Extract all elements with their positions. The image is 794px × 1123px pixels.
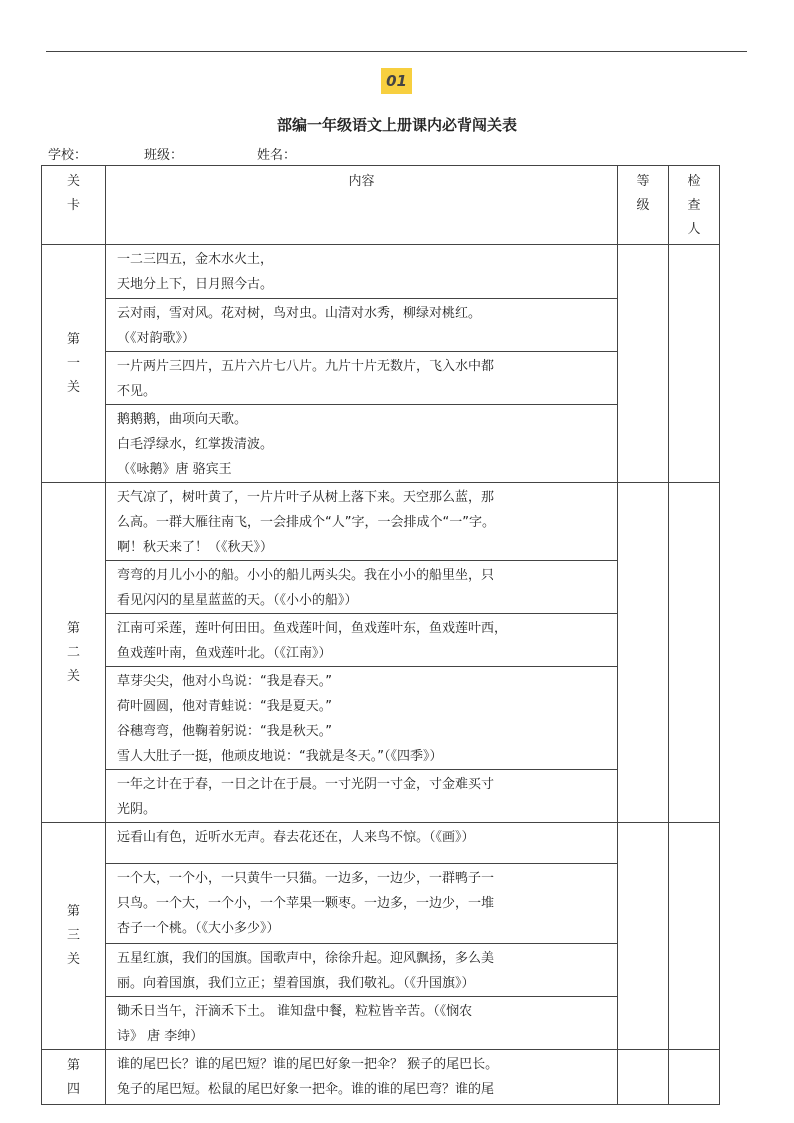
grade-cell[interactable]: [618, 483, 669, 823]
content-line: 光阴。: [117, 802, 157, 817]
content-cell: [106, 299, 618, 352]
checklist-table: [41, 165, 720, 1105]
content-line: 草芽尖尖，他对小鸟说：“我是春天。”: [117, 674, 332, 689]
stage-label-char: 三: [66, 928, 80, 943]
stage-label-char: 一: [66, 355, 80, 371]
checker-cell[interactable]: [669, 245, 720, 483]
checker-cell[interactable]: [669, 483, 720, 823]
content-cell: [106, 944, 618, 997]
content-cell: [106, 561, 618, 614]
header-checker-char: 查: [687, 198, 701, 213]
page-title: 部编一年级语文上册课内必背闯关表: [276, 116, 517, 134]
stage-label-cell: [42, 245, 106, 483]
stage-label-char: 第: [66, 620, 80, 636]
content-line: 只鸟。一个大，一个小，一个苹果一颗枣。一边多，一边少，一堆: [117, 896, 495, 911]
content-line: 锄禾日当午，汗滴禾下土。 谁知盘中餐，粒粒皆辛苦。（《悯农: [117, 1004, 473, 1019]
content-line: 天地分上下，日月照今古。: [117, 277, 274, 292]
content-line: 兔子的尾巴短。松鼠的尾巴好象一把伞。谁的谁的尾巴弯？谁的尾: [117, 1082, 495, 1097]
header-checker: [669, 166, 720, 245]
table-row: [42, 483, 720, 561]
content-line: 谁的尾巴长？谁的尾巴短？谁的尾巴好象一把伞？ 猴子的尾巴长。: [117, 1057, 499, 1072]
content-cell: [106, 1050, 618, 1105]
stage-label-char: 第: [66, 331, 80, 347]
content-cell: [106, 997, 618, 1050]
content-line: 江南可采莲，莲叶何田田。鱼戏莲叶间，鱼戏莲叶东，鱼戏莲叶西，: [117, 621, 508, 636]
content-line: 诗》 唐 李绅）: [117, 1029, 204, 1044]
checker-cell[interactable]: [669, 1050, 720, 1105]
header-checker-char: 检: [687, 174, 701, 189]
content-line: 一个大，一个小，一只黄牛一只猫。一边多，一边少，一群鸭子一: [117, 871, 495, 886]
content-line: 远看山有色，近听水无声。春去花还在，人来鸟不惊。（《画》）: [117, 830, 475, 845]
content-cell: [106, 614, 618, 667]
header-grade-char: 级: [636, 198, 650, 213]
content-cell: [106, 352, 618, 405]
stage-label-char: 关: [66, 952, 80, 967]
stage-label-char: 四: [66, 1082, 80, 1097]
content-line: 么高。一群大雁往南飞，一会排成个“人”字，一会排成个“一”字。: [117, 515, 495, 530]
content-line: 弯弯的月儿小小的船。小小的船儿两头尖。我在小小的船里坐，只: [117, 568, 495, 583]
checker-cell[interactable]: [669, 823, 720, 1050]
content-line: 云对雨，雪对风。花对树，鸟对虫。山清对水秀，柳绿对桃红。: [117, 306, 482, 321]
stage-label-cell: [42, 483, 106, 823]
stage-label-cell: [42, 823, 106, 1050]
content-line: 荷叶圆圆，他对青蛙说：“我是夏天。”: [117, 699, 332, 714]
name-label: 姓名：: [257, 148, 297, 163]
content-cell: [106, 667, 618, 770]
content-line: 一片两片三四片，五片六片七八片。九片十片无数片，飞入水中都: [117, 359, 495, 374]
class-label: 班级：: [144, 148, 184, 163]
stage-label-cell: [42, 1050, 106, 1105]
stage-label-char: 关: [66, 668, 80, 684]
school-label: 学校：: [48, 148, 88, 163]
header-stage-char: 关: [66, 174, 80, 189]
content-line: 丽。向着国旗，我们立正；望着国旗，我们敬礼。（《升国旗》）: [117, 976, 475, 991]
content-line: 白毛浮绿水，红掌拨清波。: [117, 437, 274, 452]
table-row: [42, 245, 720, 299]
content-cell: [106, 864, 618, 944]
content-line: 啊！秋天来了！（《秋天》）: [117, 540, 274, 555]
stage-label-char: 二: [66, 644, 80, 660]
grade-cell[interactable]: [618, 245, 669, 483]
content-cell: [106, 823, 618, 864]
stage-label-char: 第: [66, 1058, 80, 1073]
header-grade-char: 等: [636, 174, 650, 189]
table-row: [42, 823, 720, 864]
content-line: 看见闪闪的星星蓝蓝的天。（《小小的船》）: [117, 593, 358, 608]
content-line: 一二三四五，金木水火土，: [117, 252, 274, 267]
content-line: 天气凉了，树叶黄了，一片片叶子从树上落下来。天空那么蓝，那: [117, 490, 495, 505]
content-line: 不见。: [117, 384, 157, 399]
content-line: 五星红旗，我们的国旗。国歌声中，徐徐升起。迎风飘扬，多么美: [117, 951, 495, 966]
content-line: （《对韵歌》）: [117, 331, 196, 346]
header-grade: [618, 166, 669, 245]
content-line: 鹅鹅鹅，曲项向天歌。: [117, 412, 248, 427]
content-line: 雪人大肚子一挺，他顽皮地说：“我就是冬天。”（《四季》）: [117, 749, 443, 764]
content-cell: [106, 483, 618, 561]
header-row: [42, 166, 720, 245]
header-stage: [42, 166, 106, 245]
table-row: [42, 1050, 720, 1105]
content-line: 杏子一个桃。（《大小多少》）: [117, 921, 280, 936]
header-content: [106, 166, 618, 245]
content-line: （《咏鹅》唐 骆宾王: [117, 462, 232, 477]
content-cell: [106, 770, 618, 823]
header-checker-char: 人: [687, 222, 701, 237]
content-cell: [106, 405, 618, 483]
stage-label-char: 第: [66, 904, 80, 919]
content-line: 谷穗弯弯，他鞠着躬说：“我是秋天。”: [117, 724, 332, 739]
page-number-badge: 01: [381, 68, 412, 94]
content-cell: [106, 245, 618, 299]
grade-cell[interactable]: [618, 823, 669, 1050]
header-content-label: 内容: [348, 174, 375, 189]
content-line: 鱼戏莲叶南，鱼戏莲叶北。（《江南》）: [117, 646, 332, 661]
top-rule: [46, 51, 747, 52]
grade-cell[interactable]: [618, 1050, 669, 1105]
header-stage-char: 卡: [66, 198, 80, 213]
content-line: 一年之计在于春，一日之计在于晨。一寸光阴一寸金，寸金难买寸: [117, 777, 495, 792]
stage-label-char: 关: [66, 379, 80, 395]
